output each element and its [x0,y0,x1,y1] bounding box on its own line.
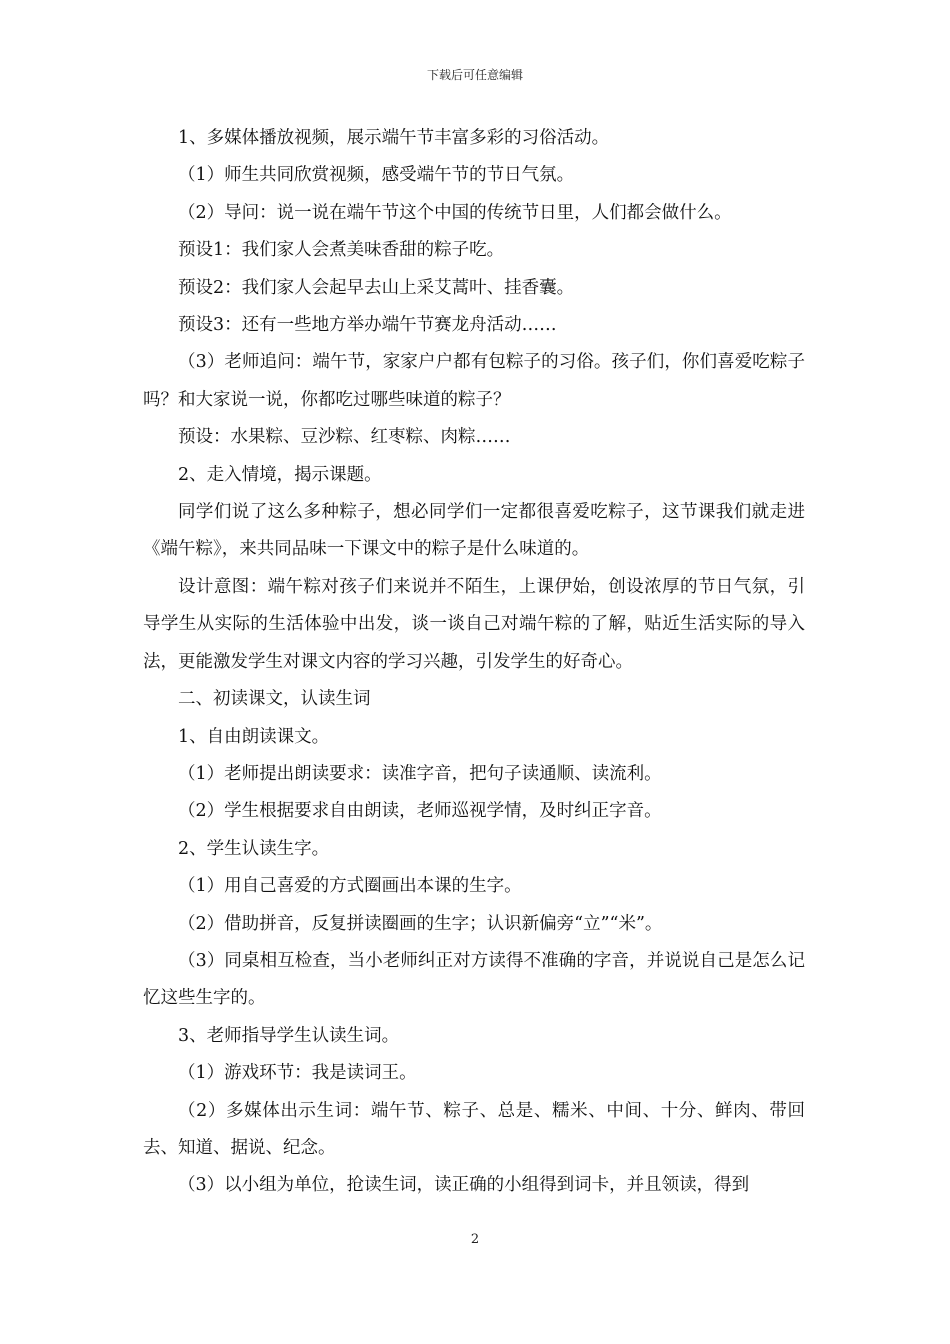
paragraph: 2、学生认读生字。 [178,838,330,859]
paragraph: 预设2：我们家人会起早去山上采艾蒿叶、挂香囊。 [178,277,575,298]
paragraph: 1、多媒体播放视频，展示端午节丰富多彩的习俗活动。 [178,128,610,148]
paragraph: （2）借助拼音，反复拼读圈画的生字；认识新偏旁“立”“米”。 [178,913,663,934]
paragraph: （2）学生根据要求自由朗读，老师巡视学情，及时纠正字音。 [178,801,662,822]
paragraph: （2）多媒体出示生词：端午节、粽子、总是、糯米、中间、十分、鲜肉、带回去、知道、据说、纪念。 [143,1100,805,1158]
paragraph: （3）同桌相互检查，当小老师纠正对方读得不准确的字音，并说说自己是怎么记忆这些生字的。 [143,950,805,1009]
paragraph: （1）游戏环节：我是读词王。 [178,1063,417,1084]
paragraph: 预设3：还有一些地方举办端午节赛龙舟活动…… [178,315,557,336]
page-number: 2 [470,1232,480,1247]
paragraph: （1）老师提出朗读要求：读准字音，把句子读通顺、读流利。 [178,763,662,784]
paragraph: （3）老师追问：端午节，家家户户都有包粽子的习俗。孩子们，你们喜爱吃粽子吗？和大家说一说，你都吃过哪些味道的粽子？ [143,352,805,410]
paragraph: 2、走入情境，揭示课题。 [178,464,382,485]
section-heading: 二、初读课文，认读生词 [178,689,371,710]
paragraph: 预设：水果粽、豆沙粽、红枣粽、肉粽…… [178,427,511,448]
paragraph: （1）师生共同欣赏视频，感受端午节的节日气氛。 [178,165,575,186]
paragraph: 1、自由朗读课文。 [178,726,330,747]
page-header: 下载后可任意编辑 [426,68,523,82]
document-body [143,120,805,1205]
paragraph: 设计意图：端午粽对孩子们来说并不陌生，上课伊始，创设浓厚的节日气氛，引导学生从实际的生活体验中出发，谈一谈自己对端午粽的了解，贴近生活实际的导入法，更能激发学生对课文内容的学习兴趣，引发学生的好奇心。 [143,576,805,672]
paragraph: 预设1：我们家人会煮美味香甜的粽子吃。 [178,240,505,261]
paragraph: （3）以小组为单位，抢读生词，读正确的小组得到词卡，并且领读，得到 [178,1175,750,1196]
paragraph: 3、老师指导学生认读生词。 [178,1025,400,1046]
paragraph: （2）导问：说一说在端午节这个中国的传统节日里，人们都会做什么。 [178,202,732,223]
paragraph: 同学们说了这么多种粽子，想必同学们一定都很喜爱吃粽子，这节课我们就走进《端午粽》，来共同品味一下课文中的粽子是什么味道的。 [143,502,805,560]
paragraph: （1）用自己喜爱的方式圈画出本课的生字。 [178,876,522,897]
